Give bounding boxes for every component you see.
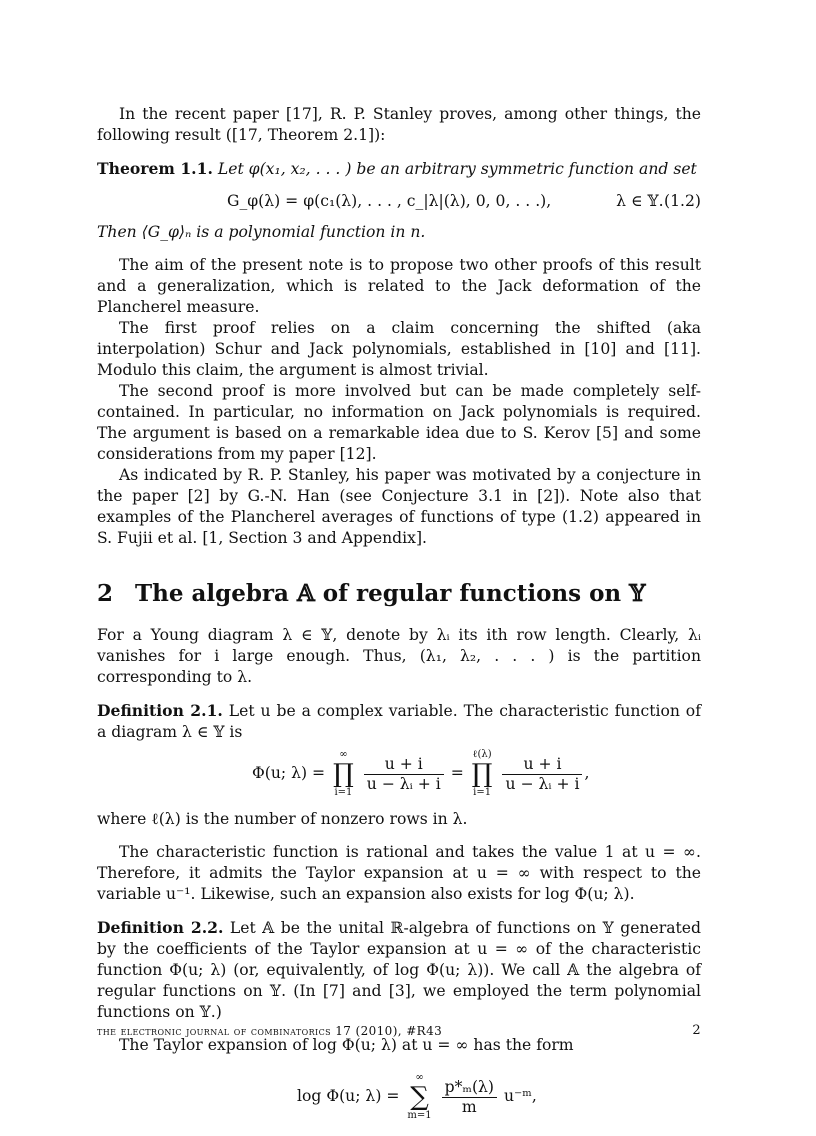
- sum-operator: [407, 1072, 431, 1122]
- definition-2-1-text: Let u be a complex variable. The characteristic function of a diagram λ ∈ 𝕐 is: [97, 702, 701, 741]
- theorem-text: Let φ(x₁, x₂, . . . ) be an arbitrary symmetric function and set: [217, 160, 697, 178]
- page-content: [97, 104, 701, 1136]
- equals-sign: =: [450, 764, 464, 782]
- fraction-1-denominator: u − λᵢ + i: [366, 774, 441, 793]
- theorem-statement: [97, 158, 701, 180]
- section-intro: For a Young diagram λ ∈ 𝕐, denote by λᵢ its ith row length. Clearly, λᵢ vanishes for i large enough. Thus, (λ₁, λ₂, . . . ) is the partition corresponding to λ.: [97, 626, 701, 686]
- product-finite-lower: i=1: [473, 787, 492, 798]
- fraction-2-denominator: u − λᵢ + i: [505, 774, 580, 793]
- definition-2-1-after: where ℓ(λ) is the number of nonzero rows in λ.: [97, 810, 468, 828]
- fraction-2: [502, 755, 582, 794]
- log-lhs: log Φ(u; λ) =: [297, 1087, 400, 1105]
- definition-2-2-text: Let 𝔸 be the unital ℝ-algebra of functions on 𝕐 generated by the coefficients of the Taylor expansion at u = ∞ of the characteristic function Φ(u; λ) (or, equivalently, of log Φ(u; λ)). We call 𝔸 the algebra of regular functions on 𝕐. (In [7] and [3], we employed the term polynomial functions on 𝕐.): [97, 919, 701, 1021]
- product-infinite-lower: i=1: [334, 787, 353, 798]
- page-number: 2: [692, 1023, 701, 1038]
- theorem-conclusion: Then ⟨G_φ⟩ₙ is a polynomial function in n.: [97, 223, 426, 241]
- log-expansion-equation: [97, 1066, 701, 1136]
- intro-paragraph: In the recent paper [17], R. P. Stanley proves, among other things, the following result ([17, Theorem 2.1]):: [97, 105, 701, 144]
- log-fraction: [442, 1078, 497, 1117]
- equation-formula: [227, 191, 664, 212]
- section-heading: [97, 579, 701, 609]
- equation-body: G_φ(λ) = φ(c₁(λ), . . . , c_|λ|(λ), 0, 0, . . .),: [227, 192, 552, 210]
- log-fraction-denominator: m: [461, 1097, 477, 1116]
- paragraph-aim: The aim of the present note is to propose two other proofs of this result and a generalization, which is related to the Jack deformation of the Plancherel measure.: [97, 256, 701, 316]
- section-number: 2: [97, 580, 114, 607]
- sum-lower: m=1: [407, 1110, 432, 1121]
- char-lhs: Φ(u; λ) =: [252, 764, 326, 782]
- fraction-1-numerator: u + i: [364, 755, 444, 775]
- characteristic-function-equation: [97, 747, 701, 805]
- equation-condition: λ ∈ 𝕐.: [616, 192, 664, 210]
- definition-2-2: [97, 917, 701, 1023]
- char-formula: [252, 749, 589, 799]
- definition-2-1: [97, 700, 701, 743]
- theorem-label: Theorem 1.1.: [97, 159, 213, 178]
- product-infinite-upper: ∞: [339, 749, 348, 760]
- definition-2-1-label: Definition 2.1.: [97, 701, 223, 720]
- journal-footer: the electronic journal of combinatorics 17 (2010), #R43: [97, 1024, 443, 1038]
- product-symbol-icon: ∏: [333, 759, 354, 789]
- log-tail: u⁻ᵐ,: [503, 1087, 537, 1105]
- fraction-1: [364, 755, 444, 794]
- log-fraction-numerator: p*ₘ(λ): [442, 1078, 497, 1098]
- log-formula: [297, 1072, 537, 1122]
- paragraph-first-proof: The first proof relies on a claim concerning the shifted (aka interpolation) Schur and Jack polynomials, established in [10] and [11]. Modulo this claim, the argument is almost trivial.: [97, 319, 701, 379]
- sum-symbol-icon: ∑: [410, 1082, 429, 1112]
- product-finite: [472, 749, 493, 799]
- paragraph-motivation: As indicated by R. P. Stanley, his paper was motivated by a conjecture in the paper [2] by G.-N. Han (see Conjecture 3.1 in [2]). Note also that examples of the Plancherel averages of functions of type (1.2) appeared in S. Fujii et al. [1, Section 3 and Appendix].: [97, 466, 701, 547]
- sum-upper: ∞: [415, 1072, 424, 1083]
- section-title: The algebra 𝔸 of regular functions on 𝕐: [135, 580, 646, 607]
- fraction-2-numerator: u + i: [502, 755, 582, 775]
- paragraph-taylor: The Taylor expansion of log Φ(u; λ) at u = ∞ has the form: [119, 1036, 574, 1054]
- product-infinite: [333, 749, 354, 799]
- equation-number: (1.2): [664, 192, 701, 210]
- paragraph-characteristic: The characteristic function is rational and takes the value 1 at u = ∞. Therefore, it admits the Taylor expansion at u = ∞ with respect to the variable u⁻¹. Likewise, such an expansion also exists for log Φ(u; λ).: [97, 843, 701, 903]
- product-finite-upper: ℓ(λ): [472, 749, 492, 760]
- equation-1-2: [97, 188, 701, 216]
- paragraph-second-proof: The second proof is more involved but can be made completely self-contained. In particular, no information on Jack polynomials is required. The argument is based on a remarkable idea due to S. Kerov [5] and some considerations from my paper [12].: [97, 382, 701, 463]
- definition-2-2-label: Definition 2.2.: [97, 918, 224, 937]
- trailing-comma: ,: [584, 764, 590, 782]
- product-symbol-icon: ∏: [471, 759, 493, 789]
